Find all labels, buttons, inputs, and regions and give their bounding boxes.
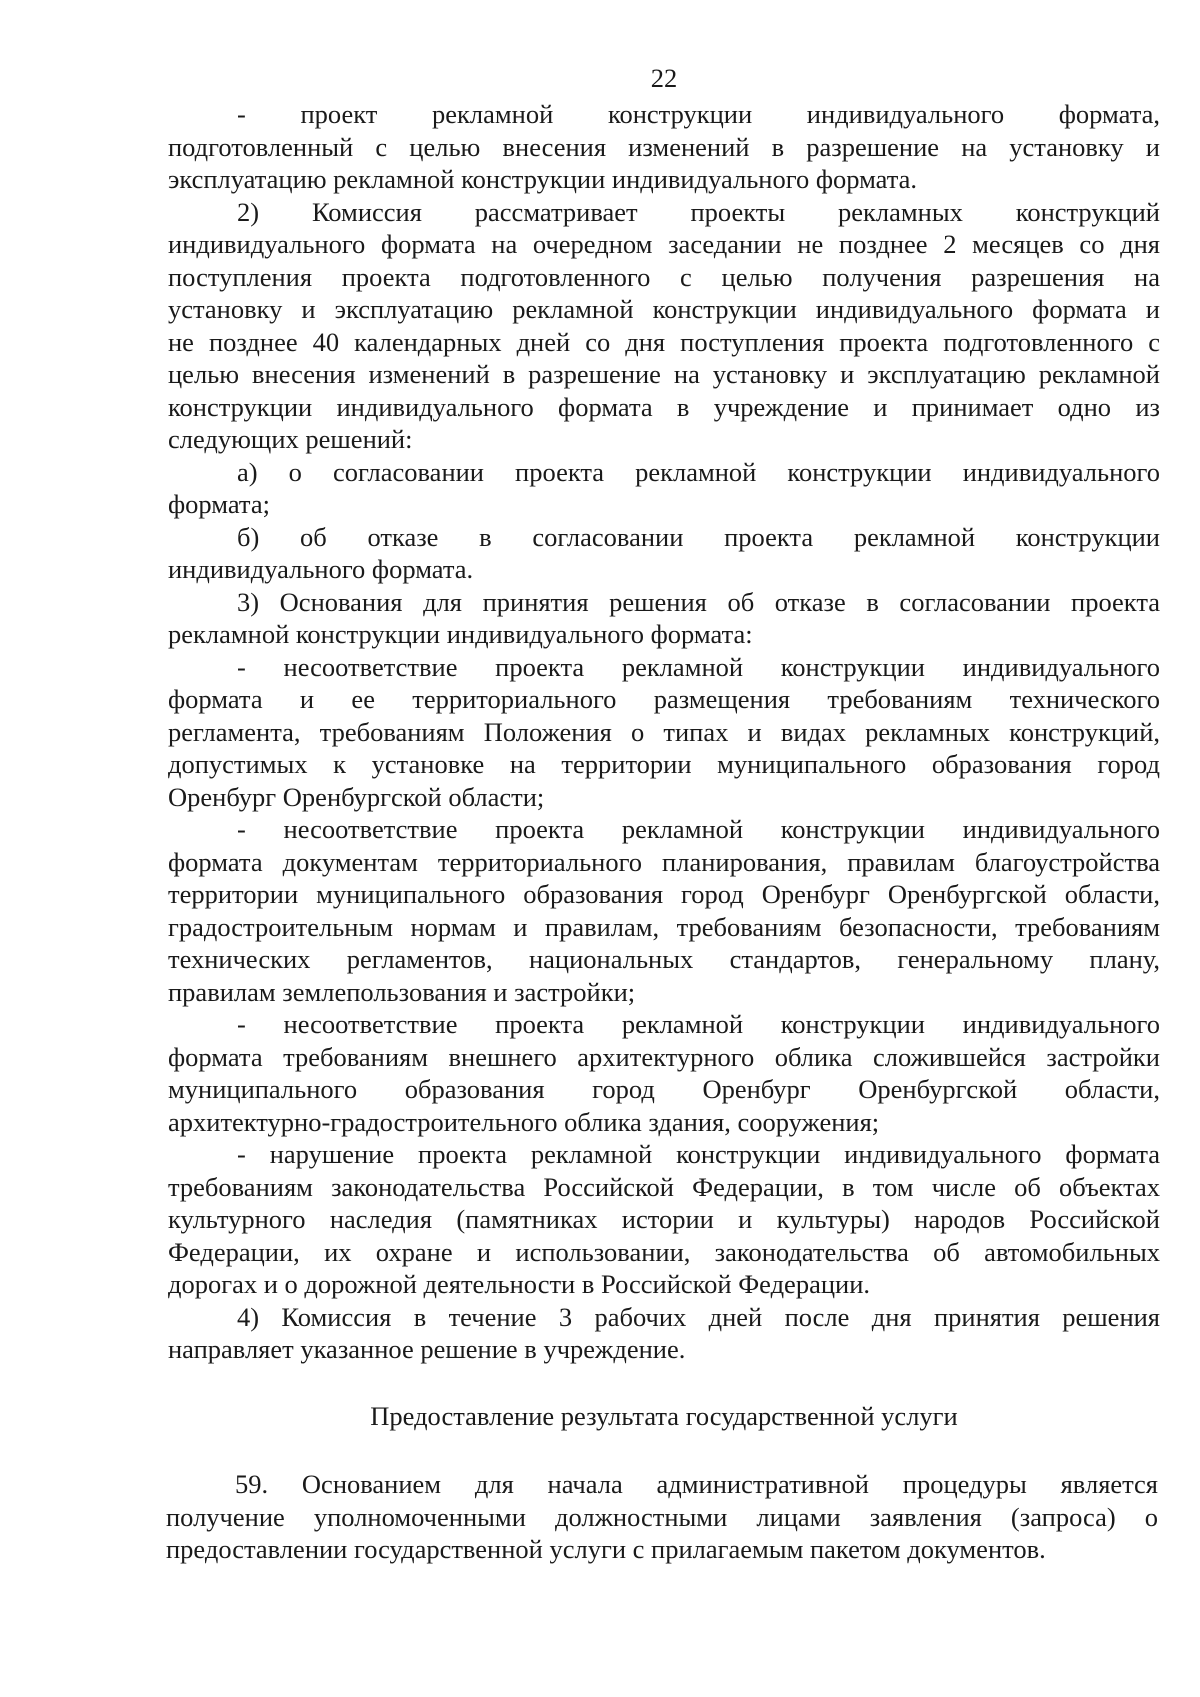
text-line: индивидуального формата на очередном заседании не позднее 2 месяцев со дня bbox=[168, 229, 1160, 259]
text-line: направляет указанное решение в учреждение. bbox=[168, 1334, 686, 1364]
text-line: формата; bbox=[168, 489, 270, 519]
text-line: - несоответствие проекта рекламной конструкции индивидуального bbox=[237, 1009, 1160, 1039]
text-line: а) о согласовании проекта рекламной конструкции индивидуального bbox=[237, 456, 1160, 487]
text-line: 59. Основанием для начала административной процедуры является bbox=[235, 1469, 1158, 1499]
section-heading: Предоставление результата государственной услуги bbox=[370, 1401, 958, 1431]
text-line: формата документам территориального планирования, правилам благоустройства bbox=[168, 846, 1160, 877]
text-line: - несоответствие проекта рекламной конструкции индивидуального bbox=[237, 651, 1160, 682]
text-line: технических регламентов, национальных стандартов, генеральному плану, bbox=[168, 944, 1160, 974]
text-line: б) об отказе в согласовании проекта рекламной конструкции bbox=[237, 521, 1160, 552]
text-line: не позднее 40 календарных дней со дня поступления проекта подготовленного с bbox=[168, 326, 1160, 357]
text-line: - несоответствие проекта рекламной конструкции индивидуального bbox=[237, 814, 1160, 844]
text-line: Федерации, их охране и использовании, законодательства об автомобильных bbox=[168, 1236, 1160, 1267]
text-line: 3) Основания для принятия решения об отказе в согласовании проекта bbox=[237, 586, 1160, 617]
text-line: - нарушение проекта рекламной конструкции индивидуального формата bbox=[237, 1139, 1160, 1169]
text-line: установку и эксплуатацию рекламной конструкции индивидуального формата и bbox=[168, 294, 1160, 324]
text-line: формата и ее территориального размещения требованиям технического bbox=[168, 684, 1160, 714]
body-text bbox=[168, 98, 1160, 1366]
text-line: регламента, требованиям Положения о типах и видах рекламных конструкций, bbox=[168, 716, 1160, 747]
page-number: 22 bbox=[650, 63, 678, 93]
text-line: 2) Комиссия рассматривает проекты рекламных конструкций bbox=[237, 196, 1160, 227]
text-line: территории муниципального образования город Оренбург Оренбургской области, bbox=[168, 879, 1160, 909]
text-line: допустимых к установке на территории муниципального образования город bbox=[168, 749, 1160, 779]
text-line: правилам землепользования и застройки; bbox=[168, 976, 636, 1007]
text-line: дорогах и о дорожной деятельности в Российской Федерации. bbox=[168, 1269, 871, 1299]
text-line: формата требованиям внешнего архитектурного облика сложившейся застройки bbox=[168, 1041, 1160, 1072]
text-line: подготовленный с целью внесения изменений в разрешение на установку и bbox=[168, 131, 1160, 162]
text-line: 4) Комиссия в течение 3 рабочих дней после дня принятия решения bbox=[237, 1301, 1160, 1332]
text-line: культурного наследия (памятниках истории и культуры) народов Российской bbox=[168, 1204, 1160, 1234]
text-line: требованиям законодательства Российской Федерации, в том числе об объектах bbox=[168, 1171, 1160, 1202]
text-line: рекламной конструкции индивидуального формата: bbox=[168, 619, 753, 649]
text-line: конструкции индивидуального формата в учреждение и принимает одно из bbox=[168, 391, 1160, 422]
text-line: целью внесения изменений в разрешение на установку и эксплуатацию рекламной bbox=[168, 359, 1160, 389]
text-line: предоставлении государственной услуги с прилагаемым пакетом документов. bbox=[166, 1534, 1046, 1564]
text-line: градостроительным нормам и правилам, требованиям безопасности, требованиям bbox=[168, 911, 1160, 942]
section-body bbox=[166, 1468, 1158, 1566]
text-line: получение уполномоченными должностными лицами заявления (запроса) о bbox=[166, 1501, 1158, 1532]
text-line: следующих решений: bbox=[168, 424, 413, 454]
text-line: - проект рекламной конструкции индивидуального формата, bbox=[237, 99, 1160, 129]
text-line: индивидуального формата. bbox=[168, 554, 474, 584]
text-line: поступления проекта подготовленного с целью получения разрешения на bbox=[168, 261, 1160, 292]
text-line: Оренбург Оренбургской области; bbox=[168, 781, 545, 812]
text-line: эксплуатацию рекламной конструкции индивидуального формата. bbox=[168, 164, 918, 194]
text-line: архитектурно-градостроительного облика здания, сооружения; bbox=[168, 1106, 880, 1137]
text-line: муниципального образования город Оренбург Оренбургской области, bbox=[168, 1074, 1160, 1104]
